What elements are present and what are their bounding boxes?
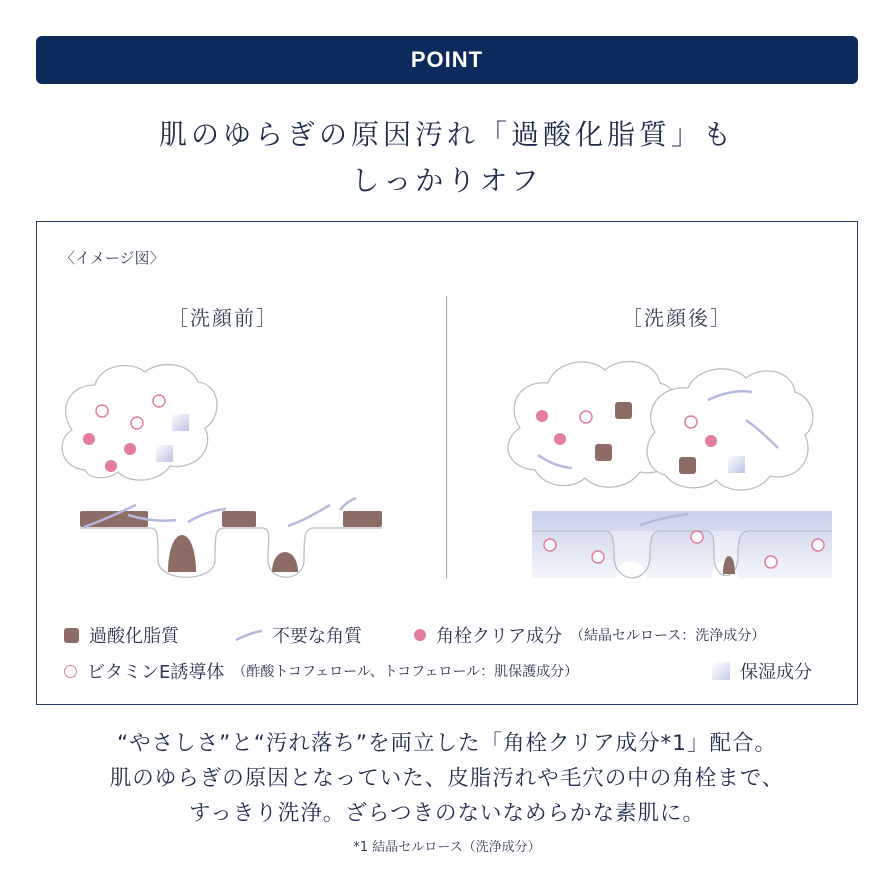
peroxide-swatch [64,628,79,643]
headline-line-2: しっかりオフ [351,164,543,197]
plug-clear-dot [83,433,95,445]
plug-clear-dot [554,433,566,445]
peroxide-chunk [595,444,612,461]
legend-vitamin-e-label: ビタミンE誘導体 [87,662,225,683]
peroxide-layer [222,511,256,527]
before-skin [80,498,382,577]
point-label: POINT [410,47,484,72]
legend-moisture [712,658,812,684]
keratin-flake [288,505,330,526]
plug-clear-dot [124,443,136,455]
vitamin-e-dot [131,417,143,429]
before-wash-title: ［洗顔前］ [168,306,278,330]
body-line-1: “やさしさ”と“汚れ落ち”を両立した「角栓クリア成分*1」配合。 [117,731,777,756]
after-wash-title: ［洗顔後］ [622,306,732,330]
peroxide-chunk [679,457,696,474]
vitamin-e-dot [691,531,703,543]
vitamin-e-dot [685,416,697,428]
legend-vitamin-e-note: （酢酸トコフェロール、トコフェロール：肌保護成分） [232,664,579,680]
keratin-plug [168,535,196,572]
body-line-3: すっきり洗浄。ざらつきのないなめらかな素肌に。 [189,801,705,826]
keratin-plug [272,552,298,572]
image-label: 〈イメージ図〉 [60,249,165,267]
legend-moisture-label: 保湿成分 [740,662,812,683]
moisture-square [156,445,173,462]
legend-vitamin-e [64,658,578,684]
vitamin-e-dot [592,551,604,563]
legend-keratin [234,622,362,648]
plug-clear-dot [536,410,548,422]
vitamin-e-dot [153,395,165,407]
headline-line-1: 肌のゆらぎの原因汚れ「過酸化脂質」も [158,118,735,151]
vitamin-e-dot [812,539,824,551]
keratin-swatch [234,628,264,642]
plug-clear-dot [105,460,117,472]
peroxide-chunk [615,402,632,419]
footnote: *1 結晶セルロース（洗浄成分） [353,840,541,855]
before-dirt-cloud [62,365,217,481]
vitamin-e-dot [580,411,592,423]
vitamin-e-swatch [64,665,77,678]
moisture-square [172,414,189,431]
keratin-flake [188,509,226,522]
vitamin-e-dot [544,539,556,551]
body-line-2: 肌のゆらぎの原因となっていた、皮脂汚れや毛穴の中の角栓まで、 [109,766,785,791]
legend-plug-clear [414,622,765,648]
vitamin-e-dot [96,405,108,417]
plug-clear-dot [705,435,717,447]
after-dirt-cloud [508,361,813,490]
vitamin-e-dot [765,556,777,568]
legend-plug-clear-note: （結晶セルロース：洗浄成分） [570,628,766,644]
moisture-swatch [712,662,730,680]
moisture-square [728,456,745,473]
peroxide-layer [343,511,382,527]
legend-peroxide [64,622,179,648]
keratin-flake [340,498,356,510]
legend-keratin-label: 不要な角質 [272,626,362,647]
legend-plug-clear-label: 角栓クリア成分 [436,626,562,647]
plug-clear-swatch [414,629,426,641]
legend-peroxide-label: 過酸化脂質 [89,626,179,647]
after-skin [532,511,832,578]
